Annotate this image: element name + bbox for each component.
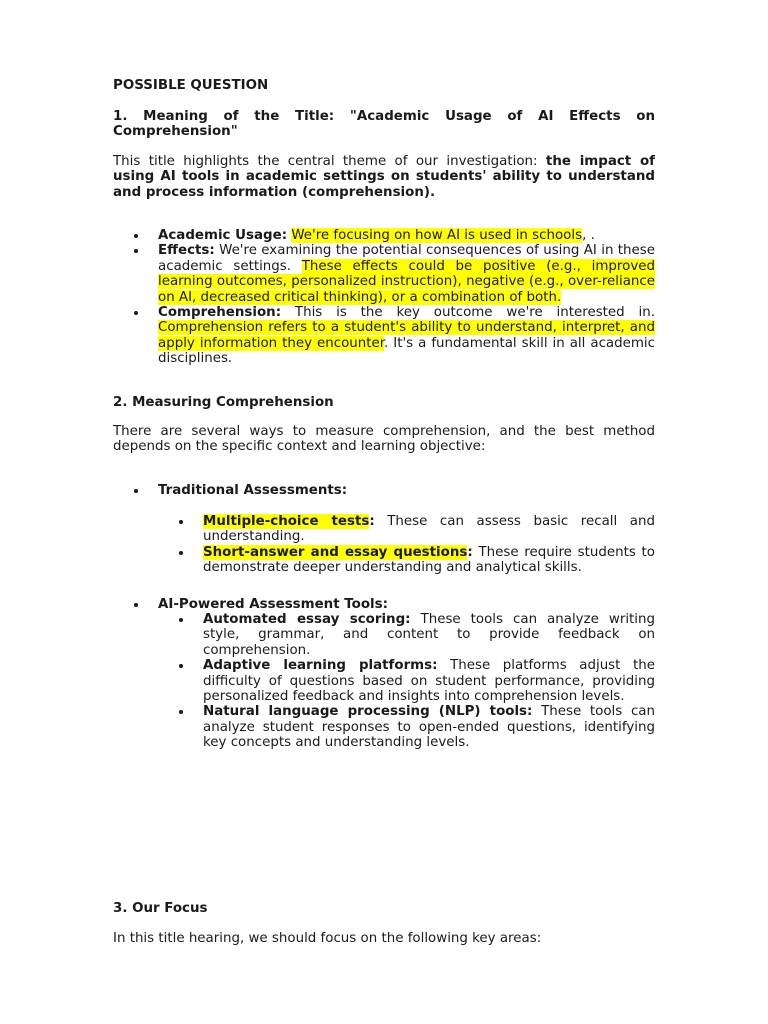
item-tail: , .: [582, 228, 595, 243]
ai-tools-subitems: [158, 612, 655, 751]
traditional-subitems: [158, 514, 655, 576]
item-text: These tools can analyze writing style, grammar, and content to provide feedback on comprehension.: [203, 612, 656, 658]
item-term: Natural language processing (NLP) tools:: [203, 704, 533, 720]
item-colon: :: [369, 514, 375, 529]
section-1-list: [113, 228, 655, 367]
highlighted-text: Comprehension refers to a student's ability to understand, interpret, and apply information they encounter: [158, 320, 655, 351]
section-3-intro: In this title hearing, we should focus on the following key areas:: [113, 931, 542, 946]
list-item-adaptive-learning: [158, 658, 655, 704]
section-2-intro: There are several ways to measure comprehension, and the best method depends on the specific context and learning objective:: [113, 424, 655, 455]
list-item-automated-essay-scoring: [158, 612, 655, 658]
list-item-traditional-assessments: [113, 483, 655, 498]
item-colon: :: [467, 544, 473, 560]
item-text: This is the key outcome we're interested in.: [281, 305, 655, 321]
section-1-intro: [113, 154, 655, 200]
item-term: Multiple-choice tests: [203, 514, 370, 529]
item-term: Short-answer and essay questions: [203, 544, 468, 560]
item-text: These can assess basic recall and understanding.: [203, 514, 655, 545]
list-item-nlp-tools: [158, 704, 655, 750]
list-item-comprehension: [113, 305, 655, 367]
document-heading: POSSIBLE QUESTION: [113, 78, 269, 93]
list-item-multiple-choice: [158, 514, 655, 545]
traditional-assessments-list: [113, 483, 655, 498]
item-term: Traditional Assessments:: [158, 483, 348, 498]
list-item-effects: [113, 243, 655, 305]
highlighted-text: We're focusing on how AI is used in schools: [291, 228, 583, 243]
section-2-title: 2. Measuring Comprehension: [113, 395, 334, 410]
list-item-academic-usage: [113, 228, 655, 243]
section-1-title: 1. Meaning of the Title: "Academic Usage of AI Effects on Comprehension": [113, 109, 655, 140]
item-term: Automated essay scoring:: [203, 612, 411, 627]
section-3-title: 3. Our Focus: [113, 901, 208, 916]
item-text: These platforms adjust the difficulty of questions based on student performance, providing personalized feedback and insights into comprehension levels.: [203, 658, 655, 705]
list-item-ai-tools: [113, 597, 655, 612]
item-text: We're examining the potential consequences of using AI in these academic settings.: [158, 243, 655, 274]
item-term: Academic Usage:: [158, 228, 288, 243]
ai-tools-list: [113, 597, 655, 612]
item-term: Comprehension:: [158, 305, 282, 321]
item-term: Adaptive learning platforms:: [203, 658, 438, 674]
item-term: Effects:: [158, 243, 215, 259]
item-text: These require students to demonstrate deeper understanding and analytical skills.: [203, 544, 655, 576]
section-1-intro-emphasis: the impact of using AI tools in academic settings on students' ability to understand and process information (comprehension).: [113, 154, 655, 200]
item-tail: . It's a fundamental skill in all academic disciplines.: [158, 335, 655, 367]
highlighted-text: These effects could be positive (e.g., improved learning outcomes, personalized instruction), negative (e.g., over-reliance on AI, decreased critical thinking), or a combination of both.: [158, 258, 655, 305]
item-text: These tools can analyze student responses to open-ended questions, identifying key concepts and understanding levels.: [203, 704, 655, 751]
item-term: AI-Powered Assessment Tools:: [158, 597, 388, 612]
section-1-intro-text: This title highlights the central theme of our investigation:: [113, 154, 546, 169]
list-item-short-answer: [158, 545, 655, 576]
